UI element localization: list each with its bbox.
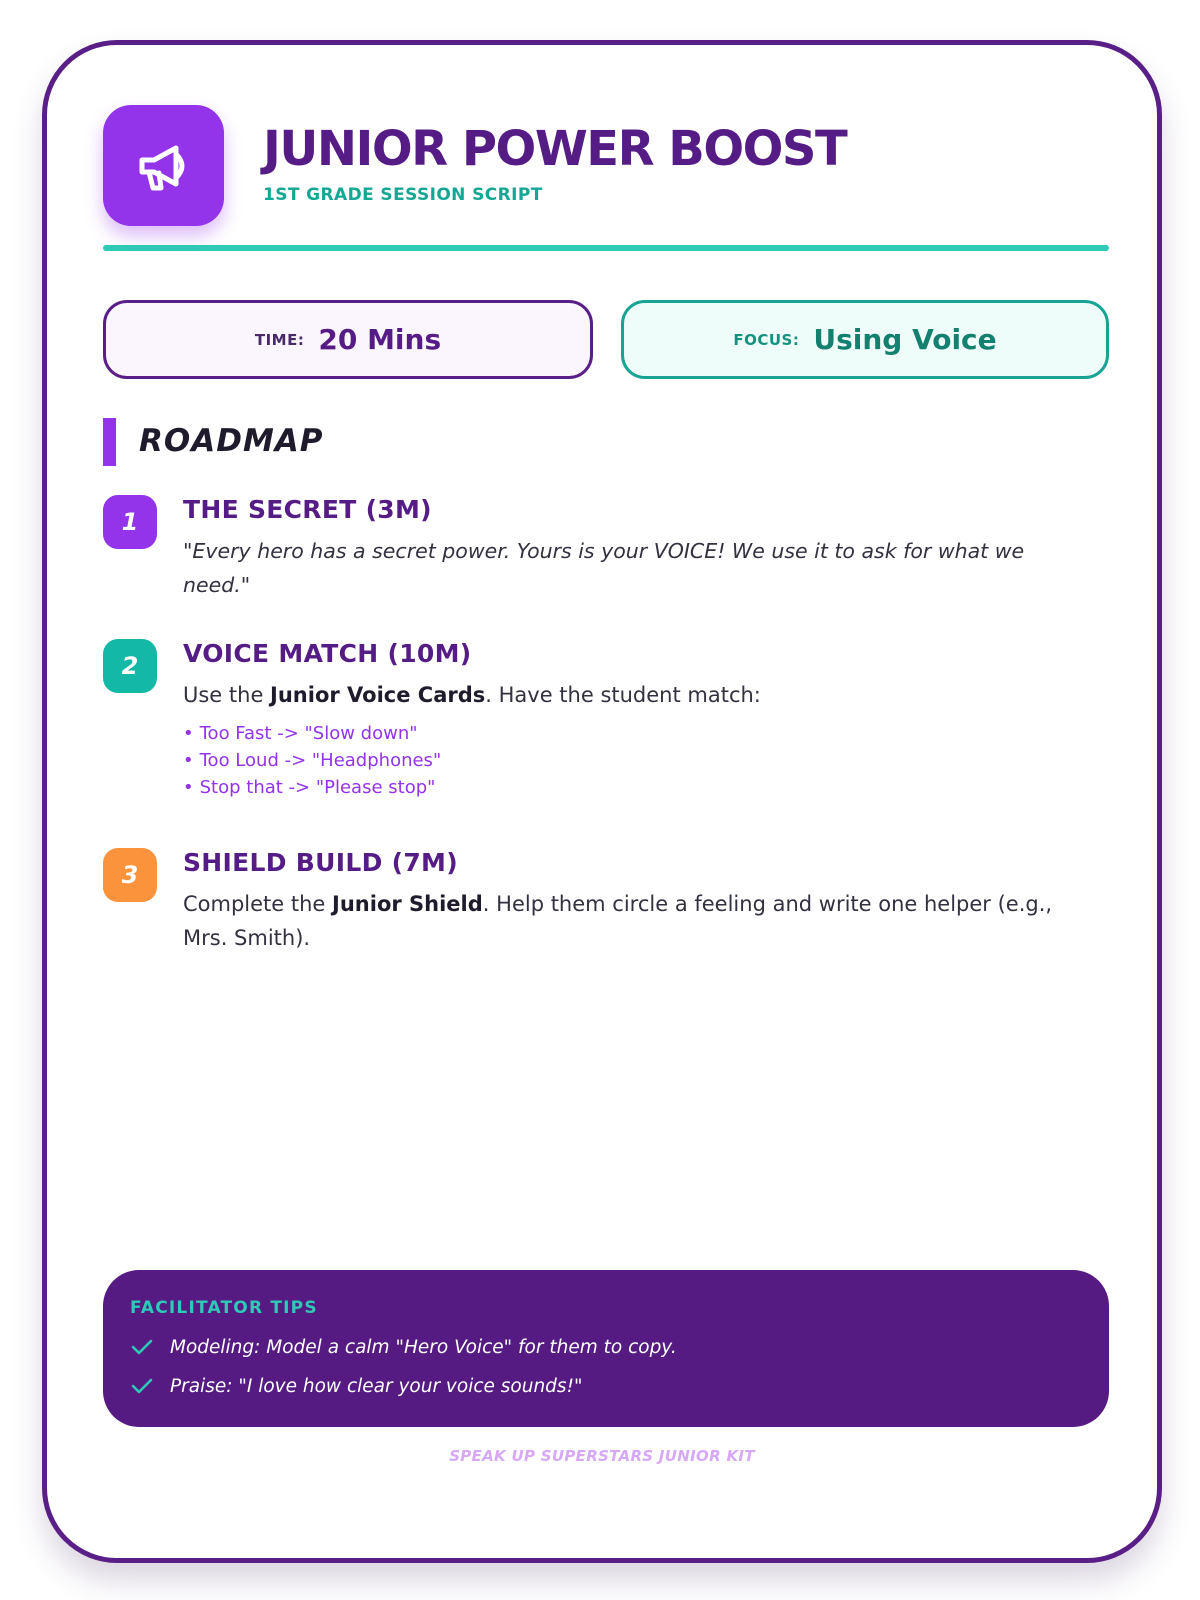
step-instructions: Complete the Junior Shield. Help them circle a feeling and write one helper (e.g., Mrs. Smith). — [183, 892, 1053, 950]
header-divider — [103, 245, 1109, 251]
roadmap-accent-bar — [103, 418, 116, 466]
page-subtitle: 1ST GRADE SESSION SCRIPT — [263, 185, 543, 205]
step-number-badge: 1 — [103, 495, 157, 549]
roadmap-title: ROADMAP — [139, 423, 324, 459]
page-title: JUNIOR POWER BOOST — [263, 121, 847, 177]
tip-text: Modeling: Model a calm "Hero Voice" for them to copy. — [170, 1336, 677, 1358]
tip-item — [130, 1332, 677, 1362]
focus-stat — [621, 300, 1109, 379]
time-value: 20 Mins — [318, 323, 442, 356]
tip-item — [130, 1371, 583, 1401]
time-stat — [103, 300, 593, 379]
check-icon — [130, 1374, 154, 1398]
list-item: • Stop that -> "Please stop" — [183, 774, 1083, 801]
focus-value: Using Voice — [813, 323, 997, 356]
step-script-quote: "Every hero has a secret power. Yours is your VOICE! We use it to ask for what we need." — [183, 539, 1025, 597]
check-icon — [130, 1335, 154, 1359]
logo-badge — [103, 105, 224, 226]
step-number-badge: 3 — [103, 848, 157, 902]
list-item: • Too Fast -> "Slow down" — [183, 720, 1083, 747]
session-card — [42, 40, 1162, 1563]
step-title: THE SECRET (3M) — [183, 495, 432, 524]
tip-text: Praise: "I love how clear your voice sounds!" — [170, 1375, 583, 1397]
step-number-badge: 2 — [103, 639, 157, 693]
step-title: VOICE MATCH (10M) — [183, 639, 472, 668]
list-item: • Too Loud -> "Headphones" — [183, 747, 1083, 774]
megaphone-icon — [132, 134, 196, 198]
footer-brand: SPEAK UP SUPERSTARS JUNIOR KIT — [449, 1447, 755, 1465]
tips-title: FACILITATOR TIPS — [130, 1298, 318, 1318]
step-title: SHIELD BUILD (7M) — [183, 848, 458, 877]
focus-label: FOCUS: — [733, 330, 800, 349]
time-label: TIME: — [254, 330, 305, 349]
facilitator-tips-panel — [103, 1270, 1109, 1427]
card-header — [103, 105, 1103, 230]
step-instructions: Use the Junior Voice Cards. Have the student match: — [183, 683, 761, 707]
voice-match-list — [183, 720, 1083, 801]
